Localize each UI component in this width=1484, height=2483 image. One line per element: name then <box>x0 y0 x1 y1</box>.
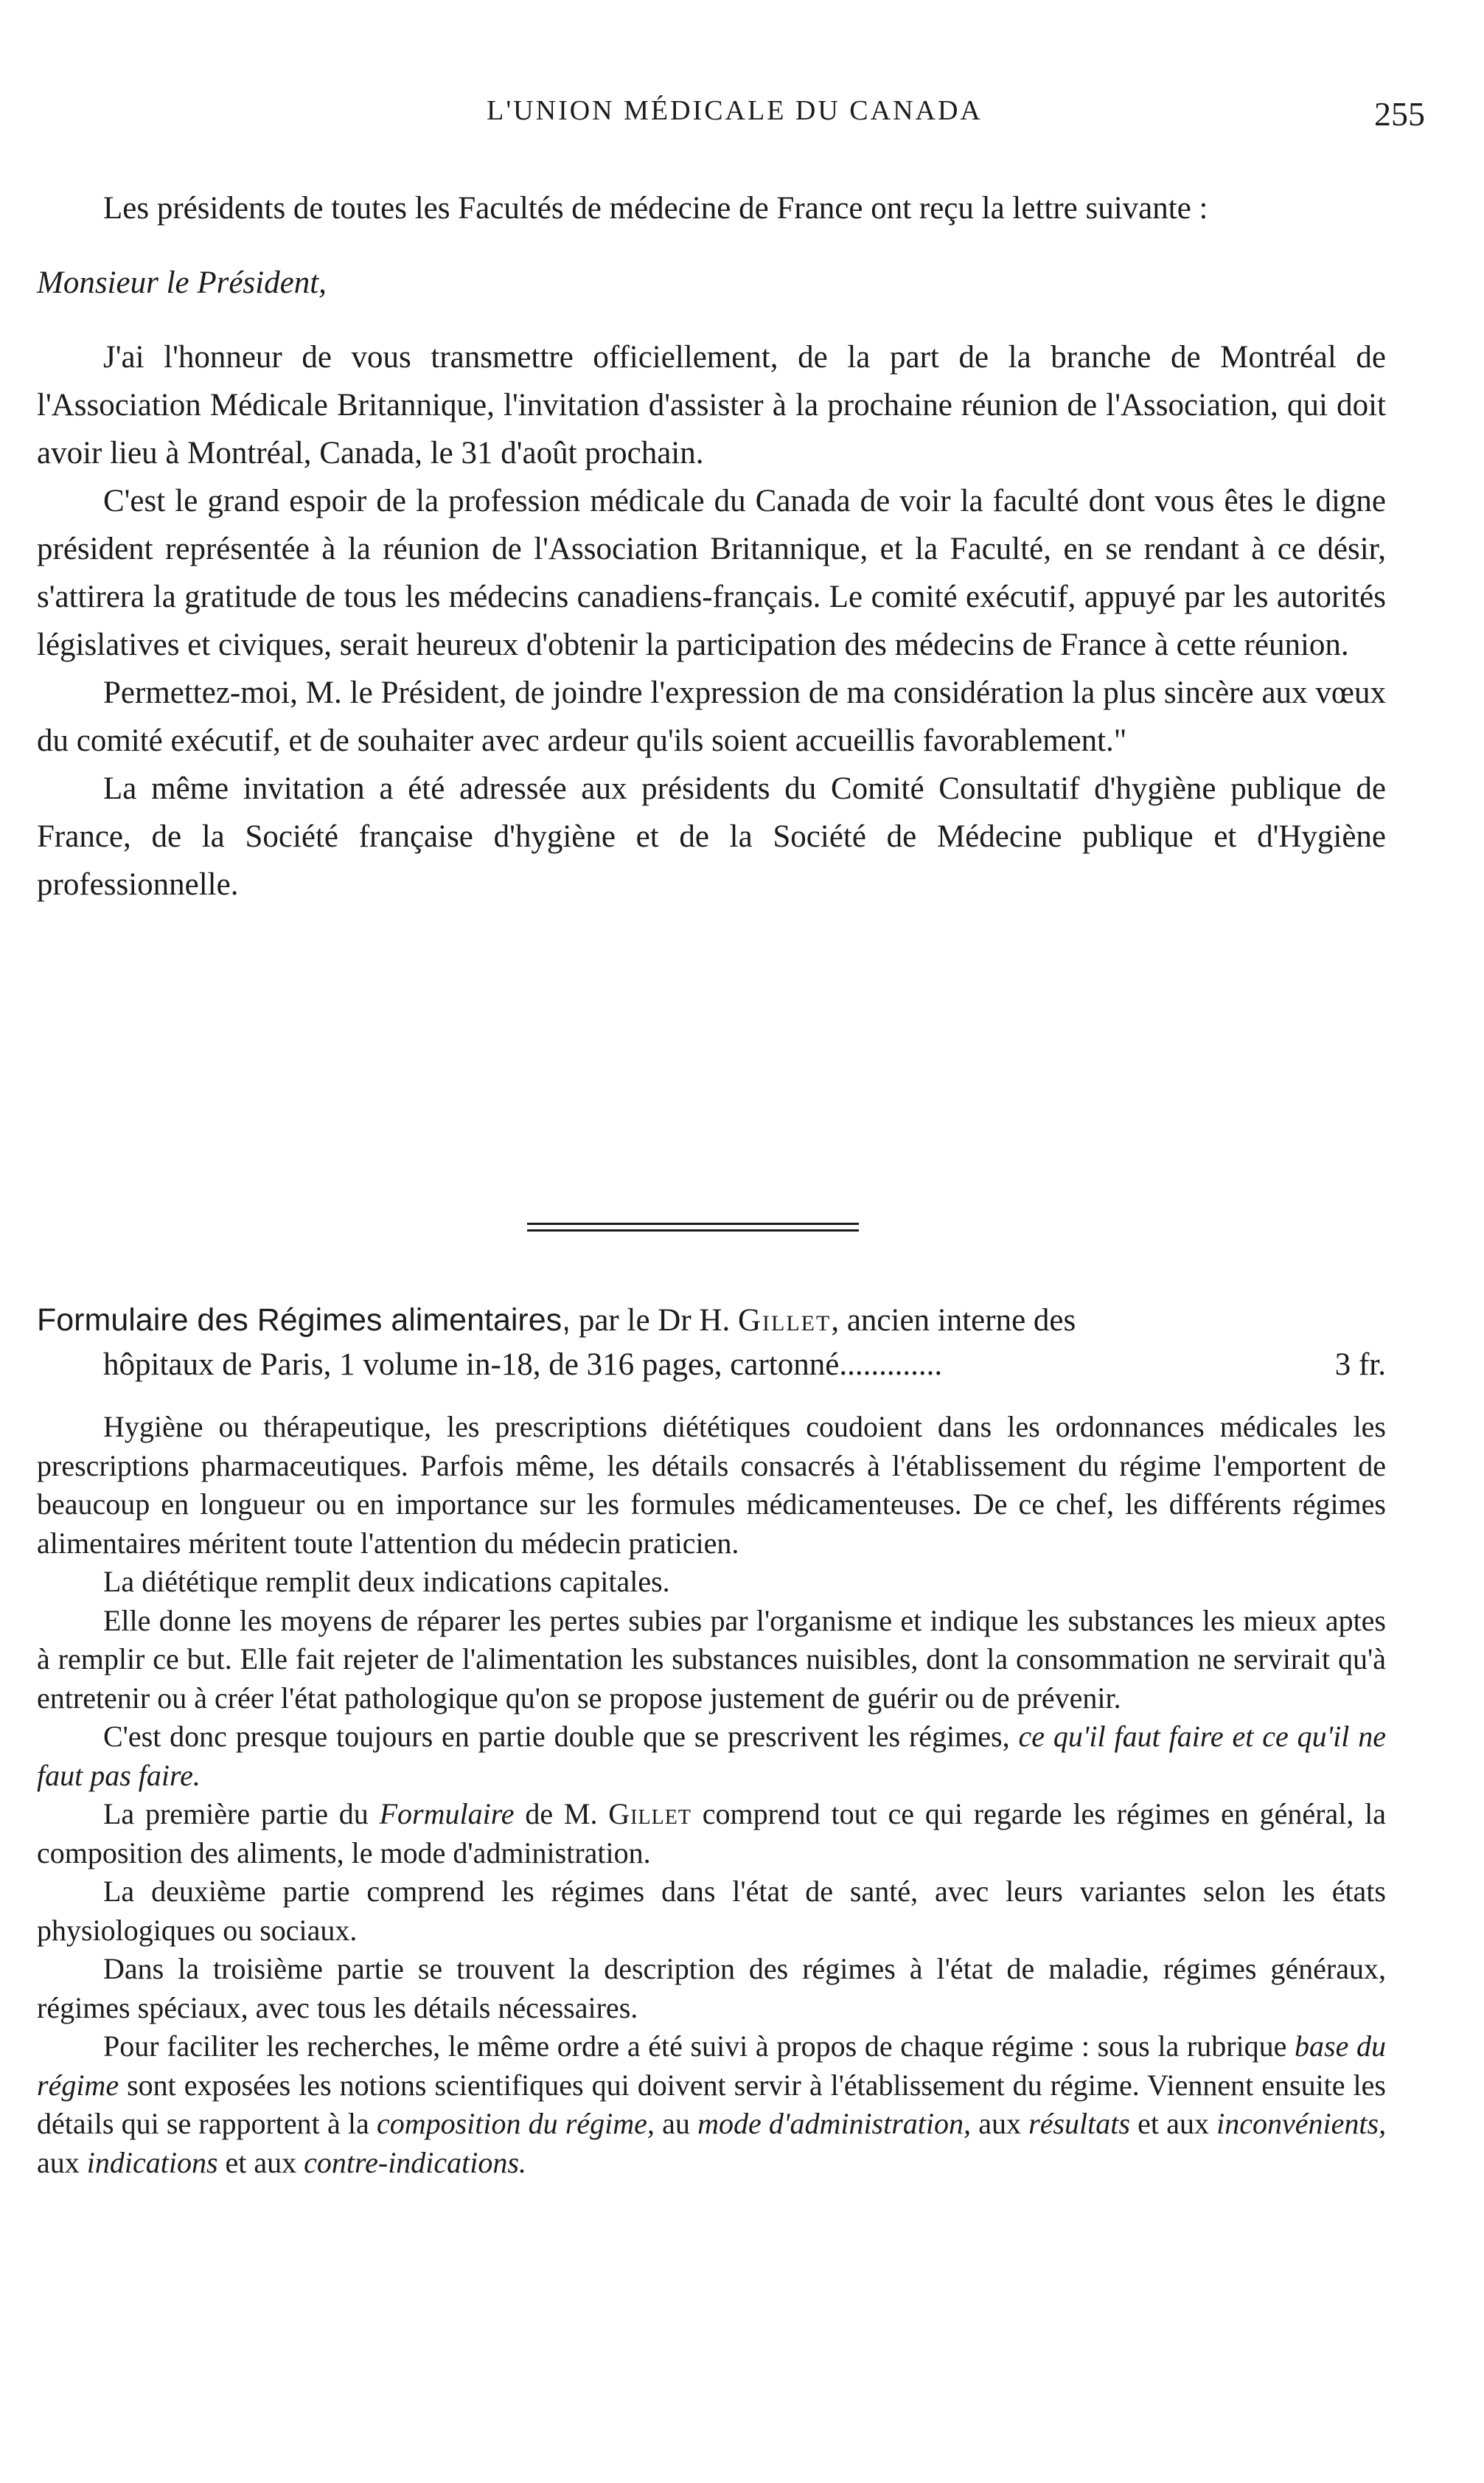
running-title: L'UNION MÉDICALE DU CANADA <box>487 95 983 126</box>
review-paragraph-3: Elle donne les moyens de réparer les pertes subies par l'organisme et indique les substances les mieux aptes à remplir ce but. Elle fait rejeter de l'alimentation les substances nuisibles, dont la consommation ne servirait qu'à entretenir ou à créer l'état pathologique qu'on se propose justement de guérir ou de prévenir. <box>37 1603 1386 1715</box>
letter-section <box>37 184 1386 909</box>
book-title: Formulaire des Régimes alimentaires, <box>37 1302 571 1338</box>
review-paragraph-7: Dans la troisième partie se trouvent la description des régimes à l'état de maladie, régimes généraux, régimes spéciaux, avec tous les détails nécessaires. <box>37 1952 1386 2024</box>
review-p8-a: Pour faciliter les recherches, le même ordre a été suivi à propos de chaque régime : sous la rubrique <box>103 2029 1287 2063</box>
review-paragraph-4 <box>37 1718 1386 1795</box>
page-number: 255 <box>1374 95 1425 133</box>
book-author: Gillet <box>737 1303 832 1338</box>
review-paragraph-5 <box>37 1795 1386 1872</box>
section-divider <box>527 1223 859 1236</box>
book-author-role: , ancien interne des <box>831 1303 1076 1338</box>
review-p8-i: et aux <box>1138 2107 1209 2140</box>
review-paragraph-6: La deuxième partie comprend les régimes dans l'état de santé, avec leurs variantes selon les états physiologiques ou sociaux. <box>37 1875 1386 1947</box>
review-p8-f: mode d'administration, <box>697 2107 972 2140</box>
review-p8-d: composition du régime, <box>376 2107 655 2140</box>
letter-salutation: Monsieur le Président, <box>37 265 327 300</box>
review-p8-l: indications <box>86 2145 218 2179</box>
review-p8-h: résultats <box>1028 2107 1130 2140</box>
review-p5-c: de M. <box>525 1797 598 1830</box>
review-p5-a: La première partie du <box>103 1797 369 1830</box>
review-p8-m: et aux <box>225 2145 297 2179</box>
review-heading <box>37 1298 1386 1387</box>
review-p8-j: inconvénients, <box>1216 2107 1387 2140</box>
review-p4-italic: ce qu'il faut faire et ce qu'il ne faut pas faire. <box>37 1720 1387 1792</box>
review-p8-c: sont exposées les notions scientifiques qui doivent servir à l'établissement du régime. Viennent ensuite les détails qui se rapportent à la <box>37 2068 1386 2140</box>
review-p8-n: contre-indications. <box>304 2145 526 2179</box>
review-p8-g: aux <box>978 2107 1021 2140</box>
letter-paragraph-3: Permettez-moi, M. le Président, de joindre l'expression de ma considération la plus sincère aux vœux du comité exécutif, et de souhaiter avec ardeur qu'ils soient accueillis favorablement." <box>37 676 1386 758</box>
letter-paragraph-2: C'est le grand espoir de la profession médicale du Canada de voir la faculté dont vous êtes le digne président représentée à la réunion de l'Association Britannique, et la Faculté, en se rendant à ce désir, s'attirera la gratitude de tous les médecins canadiens-français. Le comité exécutif, appuyé par les autorités législatives et civiques, serait heureux d'obtenir la participation des médecins de France à cette réunion. <box>37 484 1386 662</box>
review-p8-b: base du régime <box>37 2029 1387 2102</box>
book-price: 3 fr. <box>1334 1347 1386 1382</box>
letter-paragraph-1: J'ai l'honneur de vous transmettre officiellement, de la part de la branche de Montréal de l'Association Médicale Britannique, l'invitation d'assister à la prochaine réunion de l'Association, qui doit avoir lieu à Montréal, Canada, le 31 d'août prochain. <box>37 340 1386 470</box>
divider-rule <box>527 1229 859 1232</box>
review-paragraph-2: La diététique remplit deux indications capitales. <box>103 1565 670 1598</box>
review-p5-e: comprend tout ce qui regarde les régimes en général, la composition des aliments, le mode d'administration. <box>37 1797 1387 1869</box>
page-header <box>44 94 1425 139</box>
review-paragraph-1: Hygiène ou thérapeutique, les prescriptions diététiques coudoient dans les ordonnances médicales les prescriptions pharmaceutiques. Parfois même, les détails consacrés à l'établissement du régime l'emportent de beaucoup en longueur ou en importance sur les formules médicamenteuses. De ce chef, les différents régimes alimentaires méritent toute l'attention du médecin praticien. <box>37 1410 1386 1560</box>
review-p5-d: Gillet <box>608 1797 692 1830</box>
review-paragraph-8 <box>37 2027 1386 2182</box>
book-details-line <box>37 1343 1386 1387</box>
book-review <box>37 1298 1386 2182</box>
book-by: par le Dr H. <box>578 1303 731 1338</box>
divider-rule <box>527 1223 859 1225</box>
book-details: hôpitaux de Paris, 1 volume in-18, de 316 pages, cartonné............. <box>103 1347 943 1382</box>
review-p5-b: Formulaire <box>379 1797 515 1830</box>
review-p8-k: aux <box>37 2145 80 2179</box>
review-body <box>37 1408 1386 2182</box>
review-p8-e: au <box>662 2107 690 2140</box>
letter-intro: Les présidents de toutes les Facultés de médecine de France ont reçu la lettre suivante : <box>103 191 1208 226</box>
review-p4-text: C'est donc presque toujours en partie double que se prescrivent les régimes, <box>103 1720 1010 1753</box>
letter-paragraph-4: La même invitation a été adressée aux présidents du Comité Consultatif d'hygiène publique de France, de la Société française d'hygiène et de la Société de Médecine publique et d'Hygiène professionnelle. <box>37 771 1386 902</box>
